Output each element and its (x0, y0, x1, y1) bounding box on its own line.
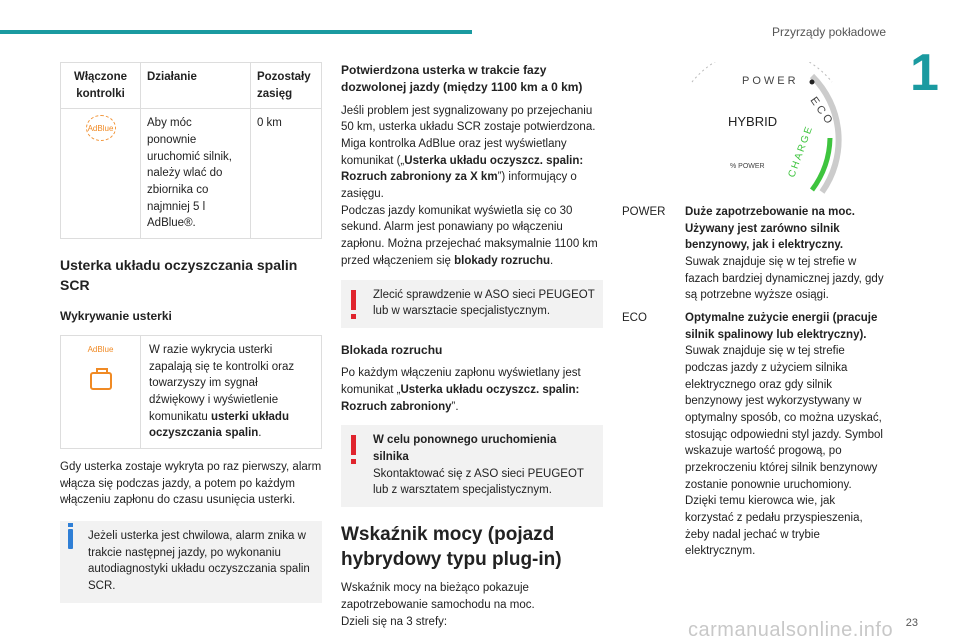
table-row (61, 109, 322, 239)
table-header-action: Działanie (141, 63, 251, 109)
engine-warning-icon (90, 372, 112, 390)
watermark: carmanualsonline.info (688, 619, 894, 640)
heading-power-meter: Wskaźnik mocy (pojazd hybrydowy typu plug-in) (341, 523, 562, 570)
subheading-detection: Wykrywanie usterki (60, 308, 172, 323)
heading-scr-fault: Usterka układu oczyszczania spalin SCR (60, 257, 298, 294)
table-cell-range: 0 km (250, 109, 321, 239)
detection-text: W razie wykrycia usterki zapalają się te kontrolki oraz towarzyszy im sygnał dźwiękowy i wyświetlenie komunikatu (149, 344, 295, 423)
paragraph-confirmed: Jeśli problem jest sygnalizowany po przejechaniu 50 km, usterka układu SCR zostaje potwierdzona. Miga kontrolka AdBlue oraz jest wyświetlany komunikat („Usterka układu oczyszcz. spalin: Rozruch zabroniony za X km”) informujący o zasięgu. Podczas jazdy komunikat wyświetla się co 30 sekund. Alarm jest ponawiany po włączeniu zapłonu. Można przejechać maksymalnie 1100 km przed włączeniem się blokady rozruchu. (341, 104, 598, 267)
paragraph-start-block: Po każdym włączeniu zapłonu wyświetlany jest komunikat „Usterka układu oczyszcz. spalin: Rozruch zabroniony”. (341, 367, 581, 413)
table-cell-action: Aby móc ponownie uruchomić silnik, należy wlać do zbiornika co najmniej 5 l AdBlue®. (141, 109, 251, 239)
heading-start-block: Blokada rozruchu (341, 342, 443, 357)
paragraph-first-detection: Gdy usterka zostaje wykryta po raz pierwszy, alarm włącza się podczas jazdy, a potem po każdym włączeniu zapłonu do czasu usunięcia usterki. (60, 461, 322, 507)
warning-note-restart: W celu ponownego uruchomienia silnika Skontaktować się z ASO sieci PEUGEOT lub z warsztatem specjalistycznym. (341, 425, 603, 507)
definition-power: POWER Duże zapotrzebowanie na moc. Używany jest zarówno silnik benzynowy, jak i elektryczny. Suwak znajduje się w tej strefie w fazach bardziej dynamicznej jazdy, gdy są potrzebne wyższe osiągi. (622, 206, 884, 302)
definition-eco: ECO Optymalne zużycie energii (pracuje silnik spalinowy lub elektryczny). Suwak znajduje się w tej strefie podczas jazdy z użyciem silnika elektrycznego oraz gdy silnik benzynowy jest wykorzystywany w optymalny sposób, co można uzyskać, stosując odpowiedni styl jazdy. Symbol wskazuje wartość progową, po przekroczeniu której silnik benzynowy zostanie ponownie uruchomiony. Dzięki temu kierowca wie, jak korzystać z pedału przyspieszenia, żeby nadal jechać w trybie elektrycznym. (622, 312, 883, 558)
chapter-number: 1 (910, 44, 939, 102)
gauge-eco-label: ECO (807, 94, 837, 129)
warning-note-service: Zlecić sprawdzenie w ASO sieci PEUGEOT lub w warsztacie specjalistycznym. (341, 280, 603, 328)
page-number: 23 (905, 617, 918, 630)
gauge-hybrid-label: HYBRID (728, 114, 778, 129)
gauge-dial-icon (662, 62, 862, 200)
header-accent-bar (0, 30, 472, 34)
gauge-charge-label: CHARGE (786, 123, 816, 180)
column-middle (341, 62, 603, 630)
column-left (60, 62, 322, 603)
paragraph-power-meter: Wskaźnik mocy na bieżąco pokazuje zapotrzebowanie samochodu na moc. Dzieli się na 3 strefy: (341, 582, 535, 628)
info-note (60, 521, 322, 603)
table-header-lights: Włączone kontrolki (61, 63, 141, 109)
detection-box: AdBlue W razie wykrycia usterki zapalają się te kontrolki oraz towarzyszy im sygnał dźwiękowy i wyświetlenie komunikatu usterki układu oczyszczania spalin. (60, 335, 322, 449)
adblue-icon: AdBlue (87, 345, 114, 355)
section-title: Przyrządy pokładowe (771, 25, 886, 39)
info-text: Jeżeli usterka jest chwilowa, alarm znika w trakcie następnej jazdy, po wykonaniu autodiagnostyki układu oczyszczania spalin SCR. (88, 530, 310, 593)
gauge-percent-label: % POWER (730, 163, 765, 170)
table-header-range: Pozostały zasięg (250, 63, 321, 109)
column-right (622, 62, 884, 560)
heading-confirmed-fault: Potwierdzona usterka w trakcie fazy dozwolonej jazdy (między 1100 km a 0 km) (341, 63, 583, 95)
zone-definitions (622, 204, 884, 560)
warning-table (60, 62, 322, 239)
info-icon (68, 529, 73, 549)
warning-icon (351, 435, 356, 455)
adblue-warning-icon: AdBlue (86, 115, 116, 141)
warning-icon (351, 290, 356, 310)
detection-text-bold: usterki układu oczyszczania spalin (149, 410, 289, 440)
gauge-power-label: POWER (742, 75, 799, 87)
chapter-tab (902, 42, 960, 102)
power-meter-gauge (622, 62, 884, 200)
